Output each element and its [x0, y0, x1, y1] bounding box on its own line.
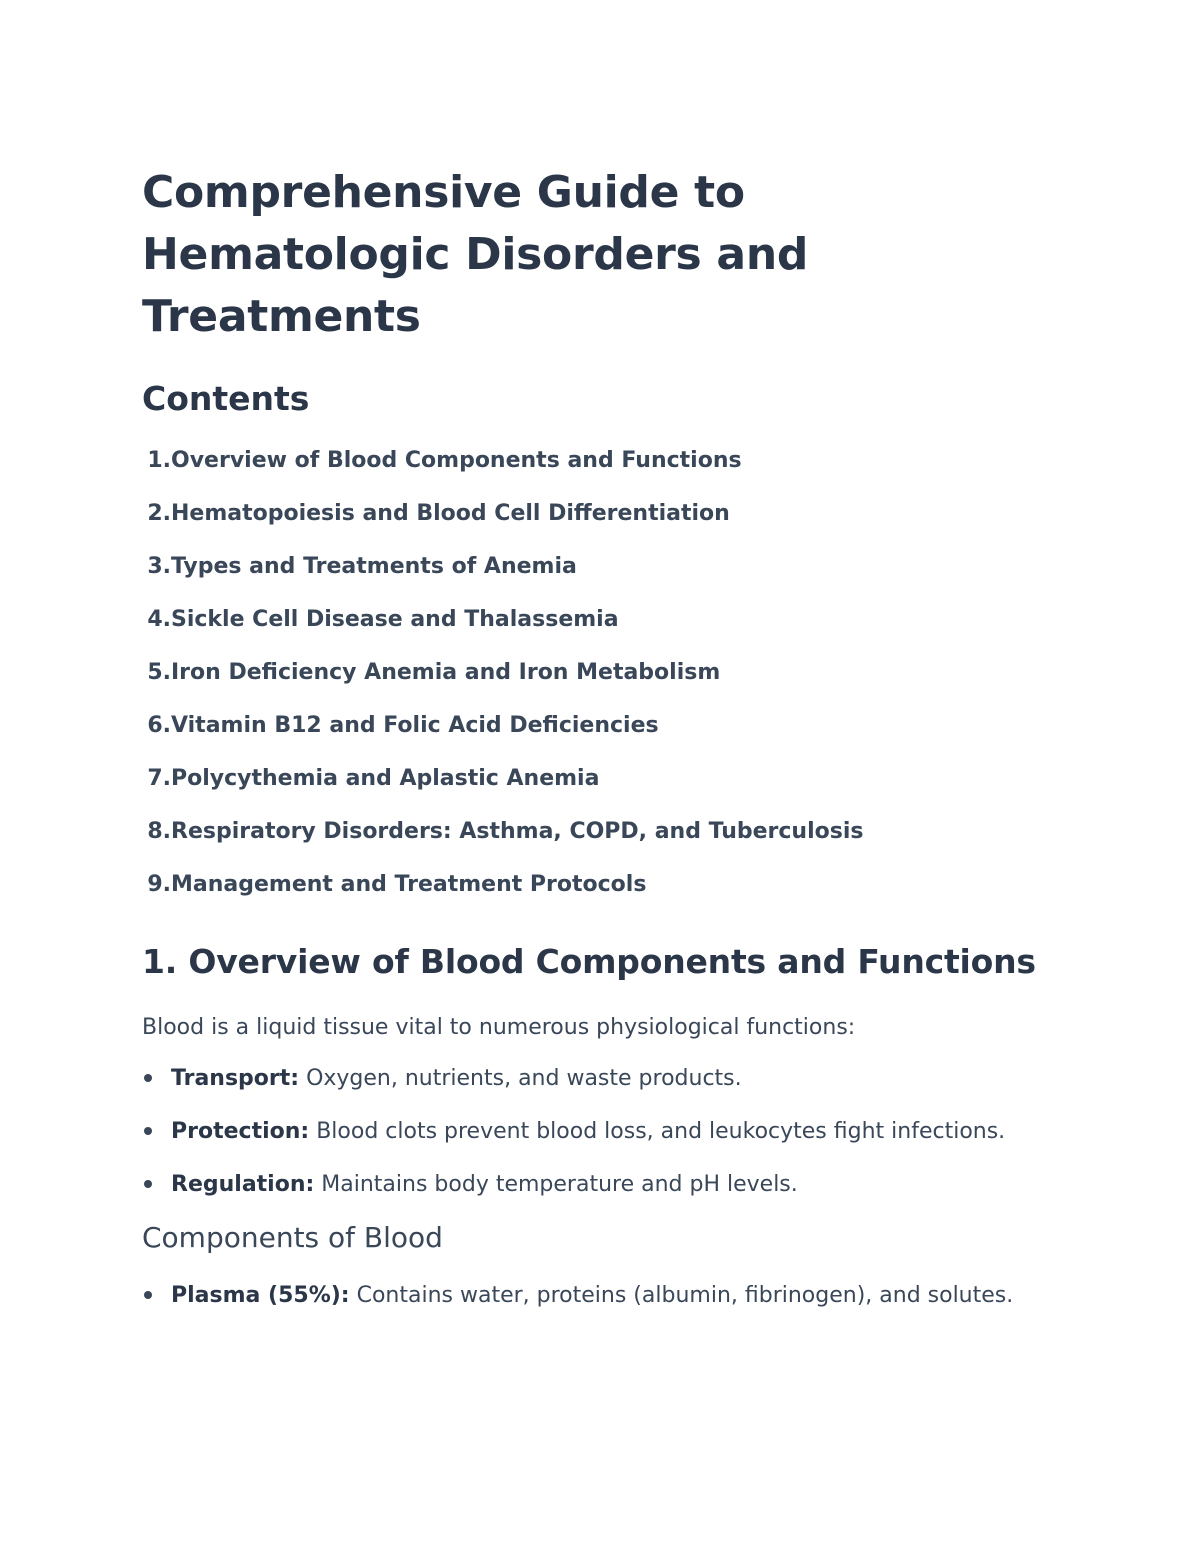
- toc-item-number: 2.: [147, 501, 171, 526]
- bullet-icon: [144, 1074, 152, 1082]
- toc-item-label: Types and Treatments of Anemia: [171, 554, 577, 579]
- bullet-icon: [144, 1291, 152, 1299]
- toc-item[interactable]: [142, 448, 1060, 501]
- toc-item[interactable]: [142, 819, 1060, 872]
- toc-item-number: 1.: [147, 448, 171, 473]
- toc-item-number: 9.: [147, 872, 171, 897]
- toc-item-label: Polycythemia and Aplastic Anemia: [171, 766, 600, 791]
- toc-item-number: 6.: [147, 713, 171, 738]
- document-title: Comprehensive Guide to Hematologic Disorders and Treatments: [142, 167, 809, 342]
- list-item-term: Plasma (55%):: [171, 1283, 350, 1308]
- table-of-contents: [142, 448, 1060, 925]
- section-heading: 1. Overview of Blood Components and Functions: [142, 942, 1036, 981]
- list-item: [142, 1165, 1060, 1204]
- toc-item-number: 5.: [147, 660, 171, 685]
- bullet-icon: [144, 1127, 152, 1135]
- toc-item[interactable]: [142, 554, 1060, 607]
- toc-item-number: 3.: [147, 554, 171, 579]
- toc-item-label: Vitamin B12 and Folic Acid Deficiencies: [171, 713, 659, 738]
- toc-item-label: Sickle Cell Disease and Thalassemia: [171, 607, 619, 632]
- toc-item-number: 8.: [147, 819, 171, 844]
- subsection-heading: Components of Blood: [142, 1221, 443, 1254]
- list-item-text: Maintains body temperature and pH levels.: [314, 1172, 798, 1197]
- list-item-term: Protection:: [171, 1119, 310, 1144]
- list-item: [142, 1059, 1060, 1098]
- toc-item[interactable]: [142, 607, 1060, 660]
- functions-list: [142, 1059, 1060, 1204]
- list-item: [142, 1112, 1060, 1151]
- bullet-icon: [144, 1180, 152, 1188]
- list-item-text: Oxygen, nutrients, and waste products.: [299, 1066, 742, 1091]
- toc-item-number: 7.: [147, 766, 171, 791]
- section-intro: Blood is a liquid tissue vital to numerous physiological functions:: [142, 1015, 856, 1040]
- list-item: [142, 1276, 1060, 1315]
- toc-item-label: Respiratory Disorders: Asthma, COPD, and Tuberculosis: [171, 819, 864, 844]
- toc-item[interactable]: [142, 872, 1060, 925]
- toc-item[interactable]: [142, 713, 1060, 766]
- toc-item-number: 4.: [147, 607, 171, 632]
- contents-heading: Contents: [142, 379, 310, 418]
- toc-item-label: Iron Deficiency Anemia and Iron Metabolism: [171, 660, 721, 685]
- list-item-term: Transport:: [171, 1066, 300, 1091]
- toc-item[interactable]: [142, 501, 1060, 554]
- toc-item[interactable]: [142, 766, 1060, 819]
- toc-item-label: Hematopoiesis and Blood Cell Differentiation: [171, 501, 730, 526]
- list-item-text: Contains water, proteins (albumin, fibrinogen), and solutes.: [349, 1283, 1014, 1308]
- toc-item[interactable]: [142, 660, 1060, 713]
- toc-item-label: Overview of Blood Components and Functions: [171, 448, 742, 473]
- list-item-term: Regulation:: [171, 1172, 315, 1197]
- toc-item-label: Management and Treatment Protocols: [171, 872, 647, 897]
- list-item-text: Blood clots prevent blood loss, and leukocytes fight infections.: [309, 1119, 1006, 1144]
- components-list: [142, 1276, 1060, 1315]
